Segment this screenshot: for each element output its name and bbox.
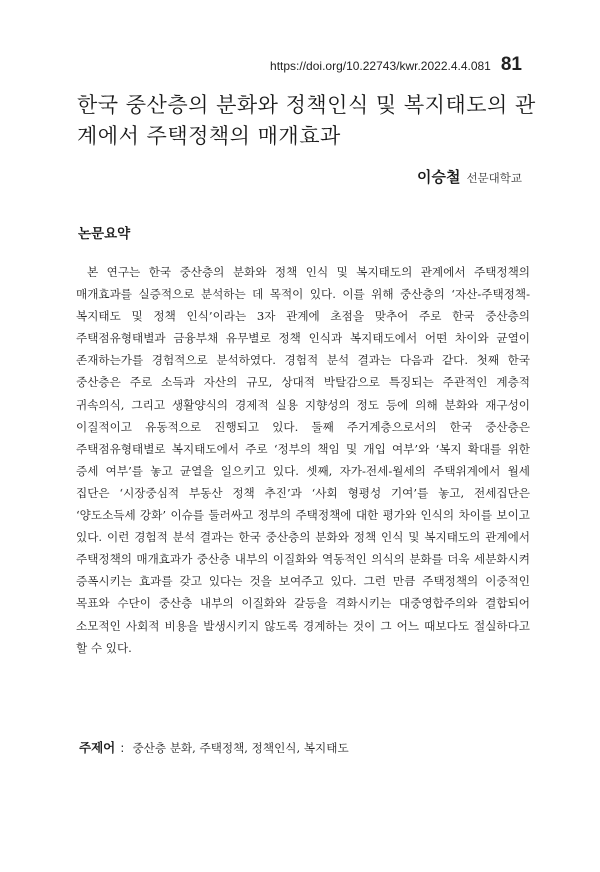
keywords-text: 중산층 분화, 주택정책, 정책인식, 복지태도	[132, 741, 349, 755]
keywords-label: 주제어	[79, 740, 116, 755]
doi-link[interactable]: https://doi.org/10.22743/kwr.2022.4.4.081	[270, 59, 491, 73]
abstract-heading: 논문요약	[78, 226, 131, 242]
running-header	[270, 54, 522, 76]
abstract-body: 본 연구는 한국 중산층의 분화와 정책 인식 및 복지태도의 관계에서 주택정책의 매개효과를 실증적으로 분석하는 데 목적이 있다. 이를 위해 중산층의 ‘자산-주택정책-복지태도 및 정책 인식’이라는 3자 관계에 초점을 맞추어 주로 한국 중산층의 주택점유형태별과 금융부채 유무별로 정책 인식과 복지태도에서 어떤 차이와 균열이 존재하는가를 경험적으로 분석하였다. 경험적 분석 결과는 다음과 같다. 첫째 한국 중산층은 주로 소득과 자산의 규모, 상대적 박탈감으로 특징되는 주관적인 계층적 귀속의식, 그리고 생활양식의 경제적 실용 지향성의 정도 등에 의해 분화와 재구성이 이질적이고 유동적으로 진행되고 있다. 둘째 주거계층으로서의 한국 중산층은 주택점유형태별로 복지태도에서 주로 ‘정부의 책임 및 개입 여부’와 ‘복지 확대를 위한 증세 여부’를 놓고 균열을 일으키고 있다. 셋째, 자가-전세-월세의 주택위계에서 월세 집단은 ‘시장중심적 부동산 정책 추진’과 ‘사회 형평성 기여’를 놓고, 전세집단은 ‘양도소득세 강화’ 이슈를 둘러싸고 정부의 주택정책에 대한 평가와 인식의 차이를 보이고 있다. 이런 경험적 분석 결과는 한국 중산층의 분화와 정책 인식 및 복지태도의 관계에서 주택정책의 매개효과가 중산층 내부의 이질화와 역동적인 의식의 분화를 더욱 세분화시켜 증폭시키는 효과를 갖고 있다는 것을 보여주고 있다. 그런 만큼 주택정책의 이중적인 목표와 수단이 중산층 내부의 이질화와 갈등을 격화시키는 대중영합주의와 결합되어 소모적인 사회적 비용을 발생시키지 않도록 경계하는 것이 그 어느 때보다도 절실하다고 할 수 있다.	[76, 265, 530, 655]
keywords-line	[79, 738, 349, 756]
paper-title: 한국 중산층의 분화와 정책인식 및 복지태도의 관계에서 주택정책의 매개효과	[77, 93, 536, 148]
page-number: 81	[500, 54, 522, 75]
author-line	[417, 166, 522, 187]
keywords-separator: :	[120, 740, 125, 755]
author-name: 이승철	[416, 168, 461, 186]
author-affiliation: 선문대학교	[466, 171, 522, 185]
